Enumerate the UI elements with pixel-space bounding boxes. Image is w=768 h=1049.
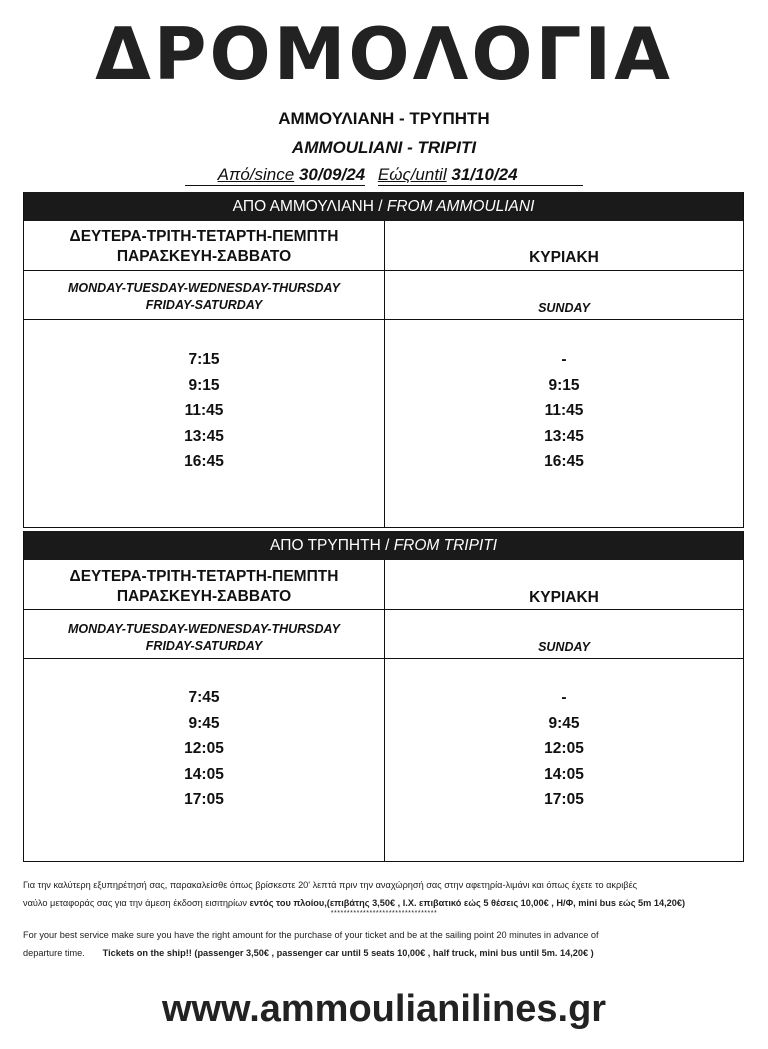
departure-time: 9:15 [188, 376, 220, 394]
departure-time: 17:05 [184, 791, 224, 808]
sunday-greek: ΚΥΡΙΑΚΗ [529, 249, 599, 266]
since-label: Από/since [217, 165, 295, 184]
departure-time: - [561, 351, 567, 368]
sunday-departures [385, 347, 743, 475]
departure-time: 9:45 [188, 714, 220, 732]
weekdays-english: MONDAY-TUESDAY-WEDNESDAY-THURSDAY FRIDAY-SATURDAY [68, 622, 340, 653]
notice-greek: Για την καλύτερη εξυπηρέτησή σας, παρακαλείσθε όπως βρίσκεστε 20' λεπτά πριν την αναχώρησή σας στην αφετηρία-λιμάνι και όπως έχετε το ακριβές ναύλο μεταφοράς σας για την άμεση έκδοση εισιτηρίων εντός του πλοίου,(επιβάτης 3,50€ , Ι.Χ. επιβατικό εώς 5 θέσεις 10,00€ , Η/Φ, mini bus εώς 5m 14,20€) [23, 880, 686, 908]
weekdays-greek: ΔΕΥΤΕΡΑ-ΤΡΙΤΗ-ΤΕΤΑΡΤΗ-ΠΕΜΠΤΗ ΠΑΡΑΣΚΕΥΗ-ΣΑΒΒΑΤΟ [69, 228, 339, 265]
website-link[interactable]: www.ammoulianilines.gr [161, 988, 607, 1030]
until-date: 31/10/24 [451, 165, 518, 184]
departure-time: 17:05 [544, 791, 584, 808]
departure-time: 7:45 [188, 689, 220, 706]
departure-time: 16:45 [544, 453, 584, 470]
departure-time: 12:05 [544, 740, 584, 757]
departure-time: 16:45 [184, 453, 224, 470]
departure-time: 14:05 [544, 765, 584, 783]
since-date: 30/09/24 [298, 165, 366, 184]
departure-time: 13:45 [184, 427, 224, 445]
timetable-from-tripiti [23, 531, 744, 862]
weekdays-english: MONDAY-TUESDAY-WEDNESDAY-THURSDAY FRIDAY-SATURDAY [68, 281, 340, 312]
departure-time: 13:45 [544, 427, 584, 445]
weekday-departures [24, 347, 384, 475]
notice-english: For your best service make sure you have the right amount for the purchase of your ticket and be at the sailing point 20 minutes in advance of departure time. Tickets on the ship!! (passenger 3,50€ , passenger car until 5 seats 10,00€ , half truck, mini bus until 5m. 14,20€ ) [23, 930, 599, 958]
departure-time: 9:45 [548, 714, 580, 732]
sunday-departures [385, 685, 743, 813]
departure-time: 11:45 [184, 402, 224, 419]
departure-time: 11:45 [544, 402, 584, 419]
weekday-departures [24, 685, 384, 813]
departure-time: 12:05 [184, 740, 224, 757]
section-header: ΑΠΟ ΑΜΜΟΥΛΙΑΝΗ / FROM AMMOULIANI [24, 192, 743, 221]
section-header: ΑΠΟ ΤΡΥΠΗΤΗ / FROM TRIPITI [24, 531, 743, 560]
departure-time: 9:15 [548, 376, 580, 394]
sunday-english: SUNDAY [538, 640, 590, 654]
route-title-greek: ΑΜΜΟΥΛΙΑΝΗ - ΤΡΥΠΗΤΗ [278, 109, 490, 128]
route-title-english: AMMOULIANI - TRIPITI [291, 138, 477, 157]
departure-time: 14:05 [184, 765, 224, 783]
page-title: ΔΡΟΜΟΛΟΓΙΑ [95, 12, 673, 96]
departure-time: 7:15 [188, 351, 220, 368]
departure-time: - [561, 689, 567, 706]
weekdays-greek: ΔΕΥΤΕΡΑ-ΤΡΙΤΗ-ΤΕΤΑΡΤΗ-ΠΕΜΠΤΗ ΠΑΡΑΣΚΕΥΗ-ΣΑΒΒΑΤΟ [69, 568, 339, 605]
timetable-from-ammouliani [23, 192, 744, 528]
sunday-english: SUNDAY [538, 301, 590, 315]
validity-period [0, 165, 768, 186]
notice-separator: ********************************* [330, 910, 438, 917]
until-label: Εώς/until [377, 165, 447, 184]
sunday-greek: ΚΥΡΙΑΚΗ [529, 589, 599, 606]
